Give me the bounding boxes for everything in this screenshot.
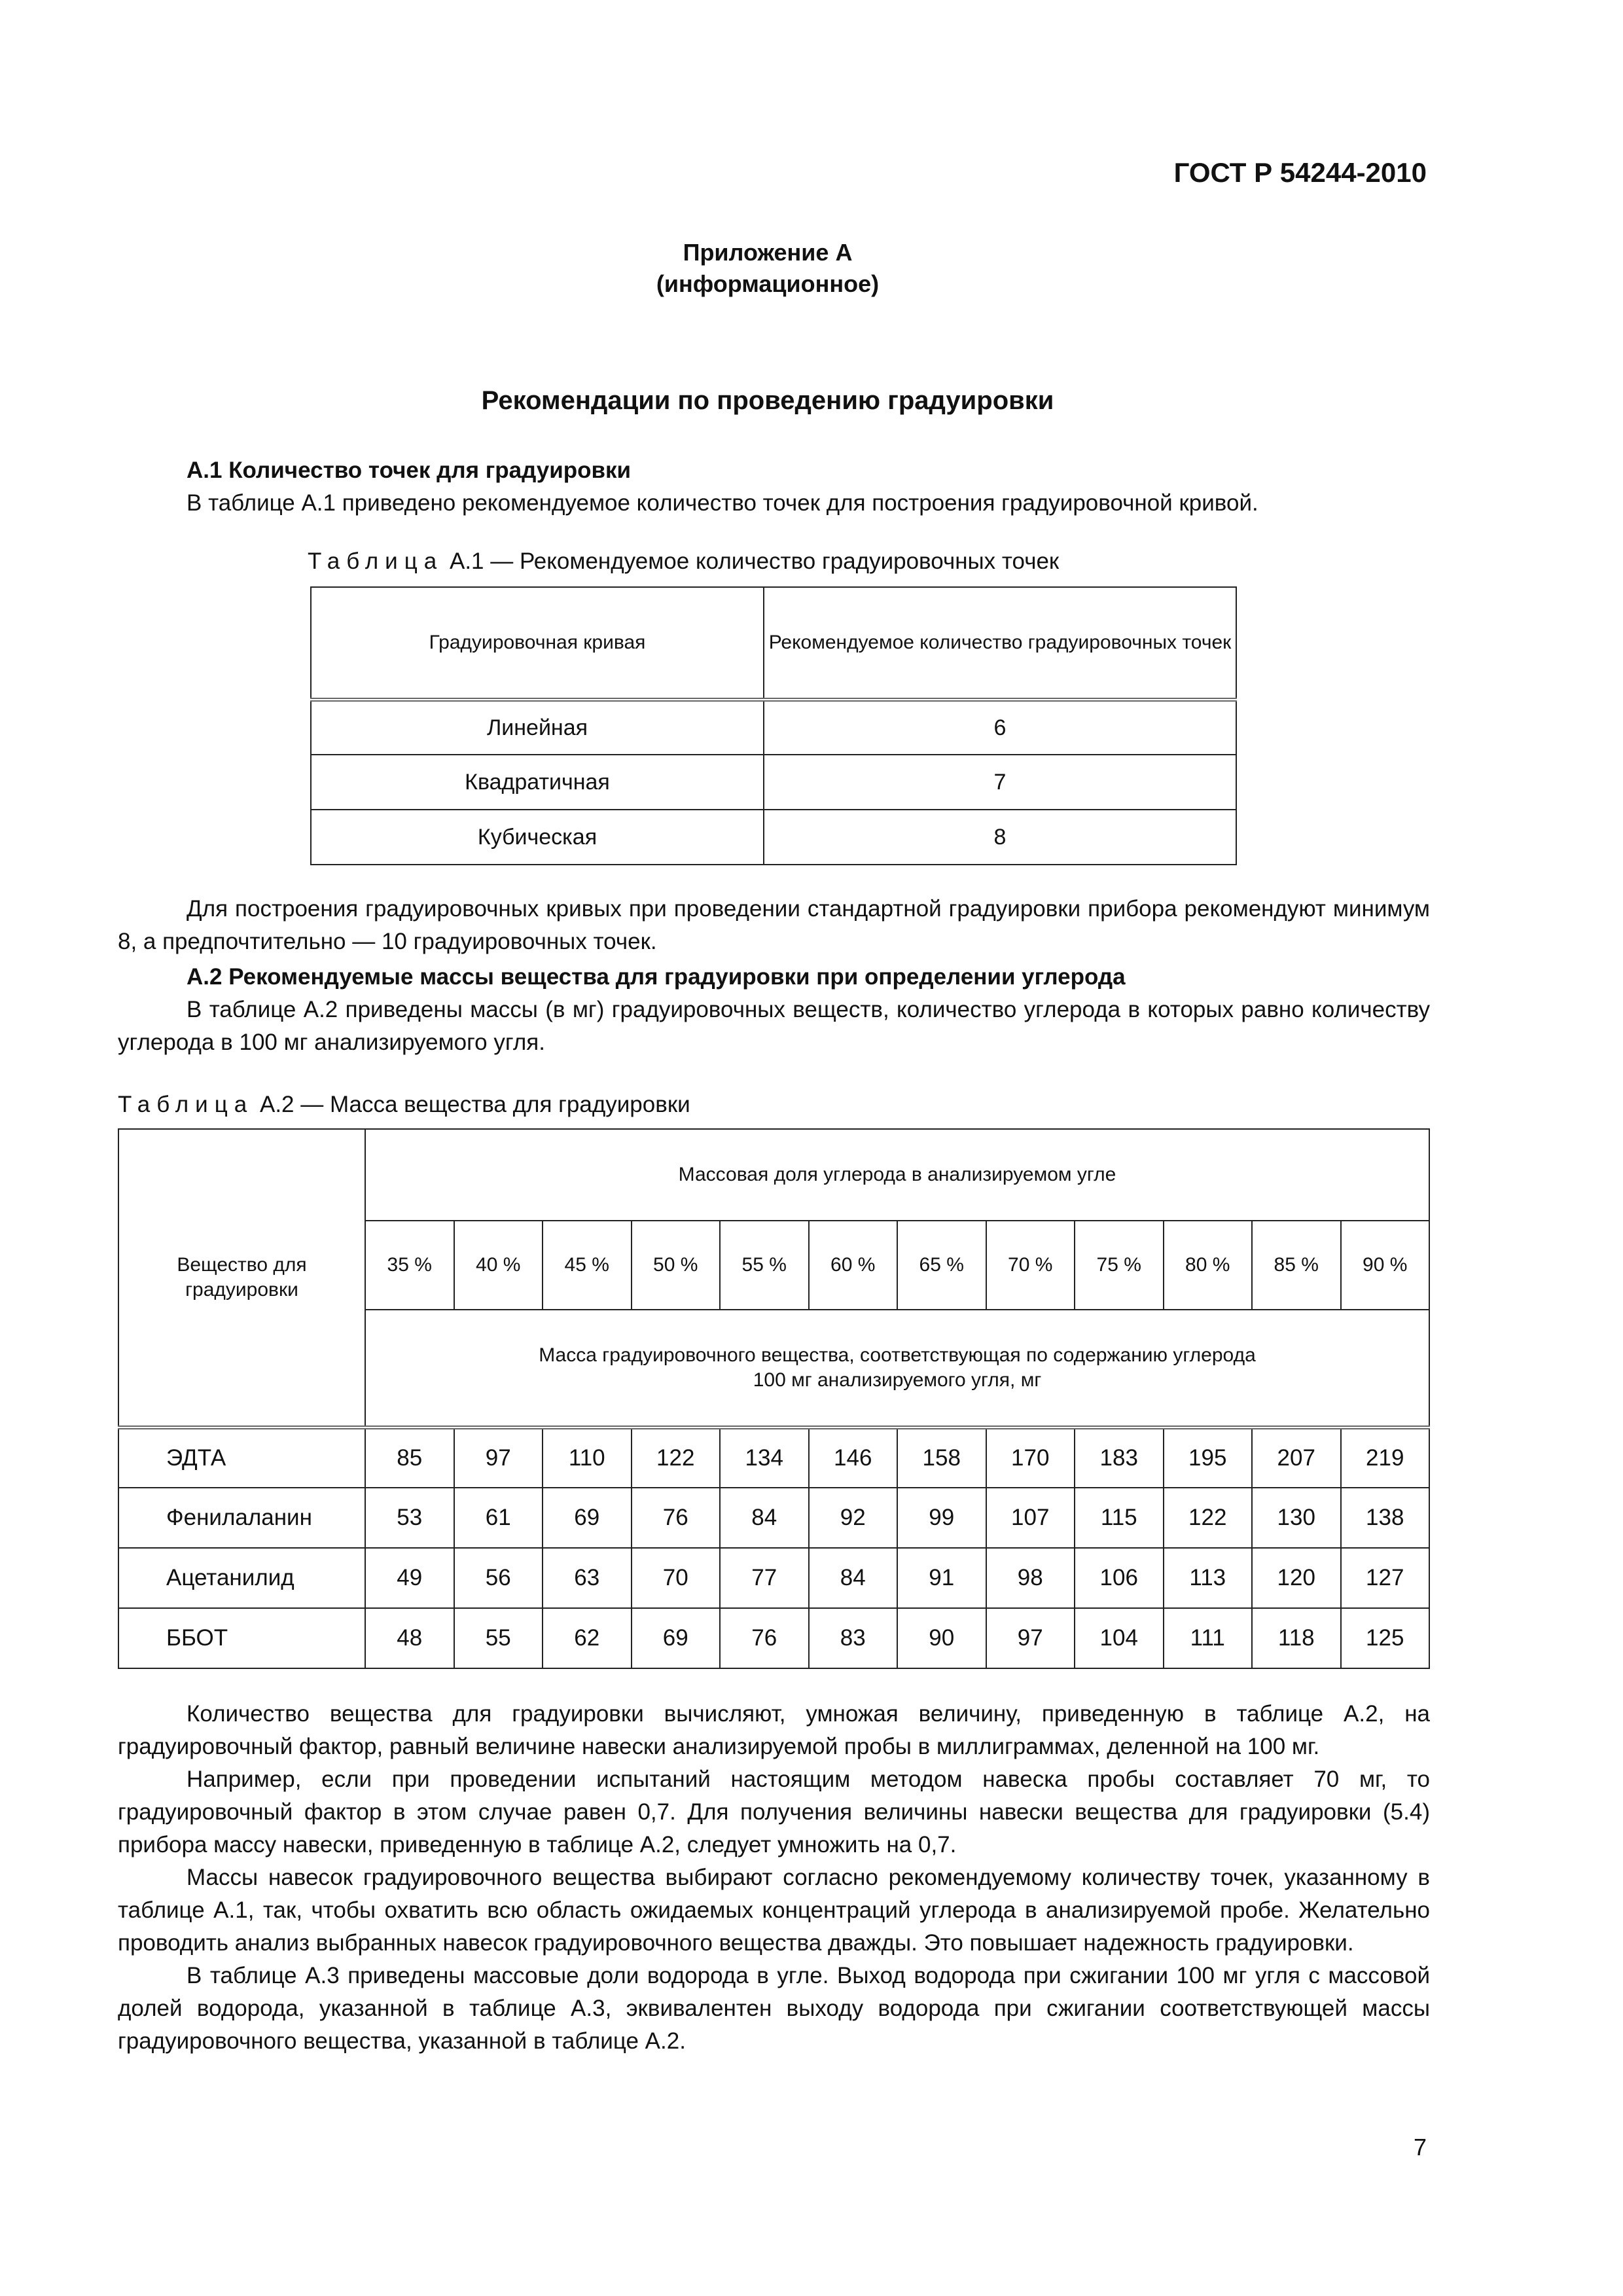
table2-cell: 122 (632, 1427, 721, 1488)
table2-percent: 60 % (809, 1221, 898, 1310)
section-a2 (118, 893, 1430, 1059)
table2-cell: 99 (897, 1488, 986, 1548)
table2-cell: 134 (720, 1427, 809, 1488)
table2-cell: 146 (809, 1427, 898, 1488)
table2-caption-text: А.2 — Масса вещества для градуировки (259, 1092, 690, 1117)
closing-text (118, 1698, 1430, 2058)
table2-cell: 83 (809, 1608, 898, 1668)
table2-cell: 97 (986, 1608, 1075, 1668)
table-row (118, 1548, 1429, 1608)
table1-col1-header: Градуировочная кривая (311, 587, 764, 700)
table2-substance-header: Вещество для градуировки (118, 1129, 365, 1427)
table2-percent: 65 % (897, 1221, 986, 1310)
table2-cell: 53 (365, 1488, 454, 1548)
table2-cell: 138 (1341, 1488, 1430, 1548)
table2-caption (118, 1092, 690, 1118)
table2-cell: 104 (1075, 1608, 1164, 1668)
table2-cell: 170 (986, 1427, 1075, 1488)
table2-cell: 49 (365, 1548, 454, 1608)
section-a1 (118, 454, 1430, 520)
table2-cell: 106 (1075, 1548, 1164, 1608)
table2-cell: 127 (1341, 1548, 1430, 1608)
paragraph: В таблице А.3 приведены массовые доли водорода в угле. Выход водорода при сжигании 100 мг угля с массовой долей водорода, указанной в таблице А.3, эквивалентен выходу водорода при сжигании соответствующей массы градуировочного вещества, указанной в таблице А.2. (118, 1963, 1430, 2054)
table2-cell: 195 (1164, 1427, 1253, 1488)
table2-percent: 80 % (1164, 1221, 1253, 1310)
table2-substance-name: Ацетанилид (118, 1548, 365, 1608)
table2-cell: 91 (897, 1548, 986, 1608)
paragraph: Например, если при проведении испытаний настоящим методом навеска пробы составляет 70 мг, то градуировочный фактор в этом случае равен 0,7. Для получения величины навески вещества для градуировки (5.4) прибора массу навески, приведенную в таблице А.2, следует умножить на 0,7. (118, 1767, 1430, 1857)
table2-percent: 70 % (986, 1221, 1075, 1310)
section-a1-heading: А.1 Количество точек для градуировки (187, 457, 632, 483)
table2-cell: 55 (454, 1608, 543, 1668)
table2 (118, 1128, 1430, 1669)
table1-caption (308, 548, 1059, 575)
table-row (311, 810, 1236, 865)
table2-cell: 69 (632, 1608, 721, 1668)
table2-cell: 118 (1252, 1608, 1341, 1668)
table2-cell: 63 (543, 1548, 632, 1608)
table2-cell: 69 (543, 1488, 632, 1548)
table2-cell: 120 (1252, 1548, 1341, 1608)
table2-percent: 35 % (365, 1221, 454, 1310)
table2-percent: 40 % (454, 1221, 543, 1310)
section-a2-heading: А.2 Рекомендуемые массы вещества для градуировки при определении углерода (187, 964, 1126, 990)
table2-cell: 62 (543, 1608, 632, 1668)
table2-cell: 48 (365, 1608, 454, 1668)
table1-points: 6 (764, 700, 1236, 755)
table2-cell: 92 (809, 1488, 898, 1548)
paragraph: Массы навесок градуировочного вещества выбирают согласно рекомендуемому количеству точек, указанному в таблице А.1, так, чтобы охватить всю область ожидаемых концентраций углерода в анализируемой пробе. Желательно проводить анализ выбранных навесок градуировочного вещества дважды. Это повышает надежность градуировки. (118, 1865, 1430, 1956)
table2-cell: 84 (809, 1548, 898, 1608)
paragraph-after-table1: Для построения градуировочных кривых при проведении стандартной градуировки прибора рекомендуют минимум 8, а предпочтительно — 10 градуировочных точек. (118, 896, 1430, 954)
annex-heading (0, 237, 1535, 300)
table2-percent: 90 % (1341, 1221, 1430, 1310)
table2-cell: 219 (1341, 1427, 1430, 1488)
table2-cell: 77 (720, 1548, 809, 1608)
table2-mass-header: Масса градуировочного вещества, соответствующая по содержанию углерода 100 мг анализируемого угля, мг (365, 1310, 1429, 1427)
table2-cell: 107 (986, 1488, 1075, 1548)
table2-caption-word: Таблица (118, 1092, 254, 1117)
table1-caption-text: А.1 — Рекомендуемое количество градуировочных точек (449, 548, 1060, 574)
table2-percent: 55 % (720, 1221, 809, 1310)
table2-cell: 98 (986, 1548, 1075, 1608)
section-a1-intro: В таблице А.1 приведено рекомендуемое количество точек для построения градуировочной кривой. (187, 490, 1258, 516)
table2-cell: 122 (1164, 1488, 1253, 1548)
table2-percent: 50 % (632, 1221, 721, 1310)
table2-cell: 158 (897, 1427, 986, 1488)
table2-percent: 85 % (1252, 1221, 1341, 1310)
table-row (311, 755, 1236, 810)
table2-cell: 113 (1164, 1548, 1253, 1608)
table2-cell: 111 (1164, 1608, 1253, 1668)
table1-points: 7 (764, 755, 1236, 810)
table2-substance-name: ББОТ (118, 1608, 365, 1668)
table2-group-header-row (118, 1129, 1429, 1221)
page-number: 7 (1413, 2134, 1427, 2161)
table2-cell: 115 (1075, 1488, 1164, 1548)
table2-percent: 45 % (543, 1221, 632, 1310)
table2-cell: 130 (1252, 1488, 1341, 1548)
table-row (118, 1488, 1429, 1548)
table2-cell: 61 (454, 1488, 543, 1548)
table2-cell: 76 (632, 1488, 721, 1548)
table1-curve: Кубическая (311, 810, 764, 865)
table2-cell: 76 (720, 1608, 809, 1668)
table2-cell: 56 (454, 1548, 543, 1608)
table1-caption-word: Таблица (308, 548, 444, 574)
table2-substance-name: Фенилаланин (118, 1488, 365, 1548)
table1-curve: Линейная (311, 700, 764, 755)
table-row (118, 1427, 1429, 1488)
table1 (310, 586, 1237, 865)
table2-cell: 183 (1075, 1427, 1164, 1488)
table-row (311, 700, 1236, 755)
paragraph: Количество вещества для градуировки вычисляют, умножая величину, приведенную в таблице А.2, на градуировочный фактор, равный величине навески анализируемой пробы в миллиграммах, деленной на 100 мг. (118, 1701, 1430, 1759)
annex-kind: (информационное) (656, 270, 880, 297)
table2-group-header: Массовая доля углерода в анализируемом угле (365, 1129, 1429, 1221)
table1-points: 8 (764, 810, 1236, 865)
document-code: ГОСТ Р 54244-2010 (1173, 157, 1427, 188)
table1-curve: Квадратичная (311, 755, 764, 810)
table-row (118, 1608, 1429, 1668)
table2-cell: 97 (454, 1427, 543, 1488)
table2-cell: 70 (632, 1548, 721, 1608)
annex-title: Приложение А (683, 239, 853, 266)
table2-cell: 110 (543, 1427, 632, 1488)
table1-header-row (311, 587, 1236, 700)
table2-cell: 90 (897, 1608, 986, 1668)
annex-main-title: Рекомендации по проведению градуировки (481, 386, 1054, 415)
table2-substance-name: ЭДТА (118, 1427, 365, 1488)
table1-col2-header: Рекомендуемое количество градуировочных точек (764, 587, 1236, 700)
table2-cell: 85 (365, 1427, 454, 1488)
table2-percent: 75 % (1075, 1221, 1164, 1310)
section-a2-intro: В таблице А.2 приведены массы (в мг) градуировочных веществ, количество углерода в которых равно количеству углерода в 100 мг анализируемого угля. (118, 997, 1430, 1055)
table2-cell: 207 (1252, 1427, 1341, 1488)
table2-cell: 125 (1341, 1608, 1430, 1668)
table2-cell: 84 (720, 1488, 809, 1548)
